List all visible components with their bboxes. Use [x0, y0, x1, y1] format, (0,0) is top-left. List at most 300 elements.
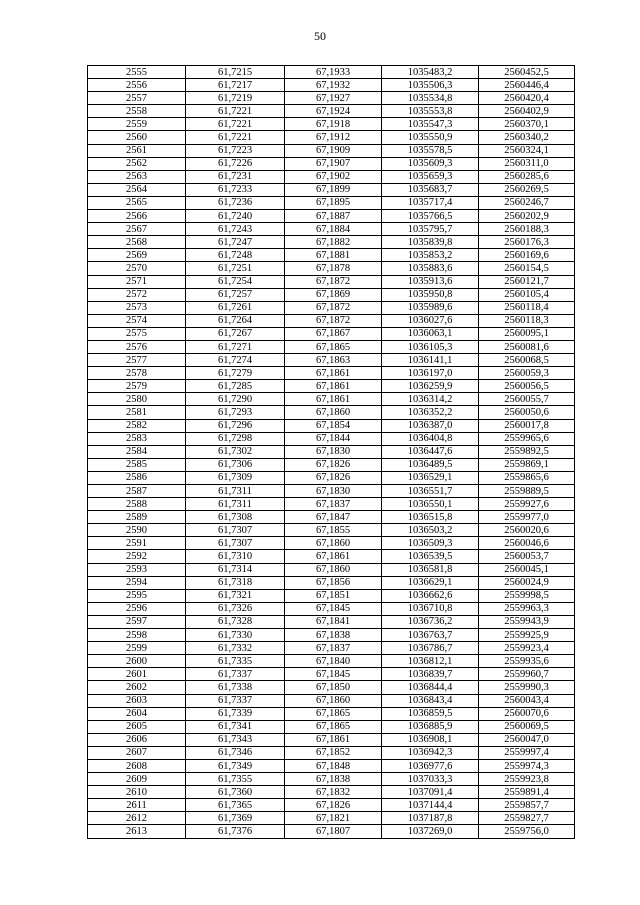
x-coordinate-cell: 1035989,6 [382, 301, 479, 314]
point-number-cell: 2559 [88, 118, 186, 131]
y-coordinate-cell: 2560050,6 [479, 406, 575, 419]
table-row [88, 432, 575, 445]
y-coordinate-cell: 2560311,0 [479, 157, 575, 170]
y-coordinate-cell: 2559997,4 [479, 746, 575, 759]
table-row [88, 537, 575, 550]
table-row [88, 825, 575, 838]
y-coordinate-cell: 2560446,4 [479, 79, 575, 92]
point-number-cell: 2580 [88, 393, 186, 406]
longitude-cell: 67,1851 [285, 589, 382, 602]
y-coordinate-cell: 2560070,6 [479, 707, 575, 720]
table-row [88, 485, 575, 498]
point-number-cell: 2596 [88, 602, 186, 615]
longitude-cell: 67,1861 [285, 550, 382, 563]
y-coordinate-cell: 2560059,3 [479, 367, 575, 380]
longitude-cell: 67,1881 [285, 249, 382, 262]
point-number-cell: 2577 [88, 354, 186, 367]
table-row [88, 249, 575, 262]
x-coordinate-cell: 1036839,7 [382, 668, 479, 681]
x-coordinate-cell: 1035534,8 [382, 92, 479, 105]
latitude-cell: 61,7360 [186, 786, 285, 799]
y-coordinate-cell: 2560202,9 [479, 210, 575, 223]
table-row [88, 759, 575, 772]
longitude-cell: 67,1850 [285, 681, 382, 694]
table-row [88, 576, 575, 589]
point-number-cell: 2568 [88, 236, 186, 249]
x-coordinate-cell: 1037033,3 [382, 773, 479, 786]
latitude-cell: 61,7267 [186, 327, 285, 340]
y-coordinate-cell: 2560340,2 [479, 131, 575, 144]
table-row [88, 105, 575, 118]
x-coordinate-cell: 1035683,7 [382, 183, 479, 196]
table-row [88, 615, 575, 628]
table-row [88, 629, 575, 642]
table-row [88, 812, 575, 825]
point-number-cell: 2606 [88, 733, 186, 746]
table-row [88, 563, 575, 576]
longitude-cell: 67,1932 [285, 79, 382, 92]
point-number-cell: 2584 [88, 445, 186, 458]
latitude-cell: 61,7341 [186, 720, 285, 733]
y-coordinate-cell: 2560105,4 [479, 288, 575, 301]
latitude-cell: 61,7343 [186, 733, 285, 746]
y-coordinate-cell: 2560045,1 [479, 563, 575, 576]
longitude-cell: 67,1855 [285, 524, 382, 537]
point-number-cell: 2561 [88, 144, 186, 157]
x-coordinate-cell: 1036581,8 [382, 563, 479, 576]
x-coordinate-cell: 1036539,5 [382, 550, 479, 563]
longitude-cell: 67,1884 [285, 223, 382, 236]
table-row [88, 301, 575, 314]
x-coordinate-cell: 1036859,5 [382, 707, 479, 720]
longitude-cell: 67,1865 [285, 707, 382, 720]
point-number-cell: 2572 [88, 288, 186, 301]
latitude-cell: 61,7226 [186, 157, 285, 170]
x-coordinate-cell: 1035766,5 [382, 210, 479, 223]
longitude-cell: 67,1838 [285, 629, 382, 642]
y-coordinate-cell: 2560118,3 [479, 314, 575, 327]
table-row [88, 498, 575, 511]
point-number-cell: 2576 [88, 340, 186, 353]
x-coordinate-cell: 1035483,2 [382, 66, 479, 79]
latitude-cell: 61,7338 [186, 681, 285, 694]
x-coordinate-cell: 1035609,3 [382, 157, 479, 170]
y-coordinate-cell: 2559756,0 [479, 825, 575, 838]
latitude-cell: 61,7306 [186, 458, 285, 471]
x-coordinate-cell: 1036908,1 [382, 733, 479, 746]
table-row [88, 733, 575, 746]
table-row [88, 720, 575, 733]
latitude-cell: 61,7355 [186, 773, 285, 786]
table-row [88, 419, 575, 432]
longitude-cell: 67,1861 [285, 367, 382, 380]
longitude-cell: 67,1918 [285, 118, 382, 131]
latitude-cell: 61,7243 [186, 223, 285, 236]
latitude-cell: 61,7369 [186, 812, 285, 825]
x-coordinate-cell: 1037269,0 [382, 825, 479, 838]
y-coordinate-cell: 2559925,9 [479, 629, 575, 642]
point-number-cell: 2557 [88, 92, 186, 105]
point-number-cell: 2581 [88, 406, 186, 419]
x-coordinate-cell: 1036197,0 [382, 367, 479, 380]
y-coordinate-cell: 2560024,9 [479, 576, 575, 589]
point-number-cell: 2571 [88, 275, 186, 288]
longitude-cell: 67,1899 [285, 183, 382, 196]
point-number-cell: 2604 [88, 707, 186, 720]
point-number-cell: 2593 [88, 563, 186, 576]
y-coordinate-cell: 2560069,5 [479, 720, 575, 733]
latitude-cell: 61,7311 [186, 485, 285, 498]
x-coordinate-cell: 1035550,9 [382, 131, 479, 144]
x-coordinate-cell: 1036105,3 [382, 340, 479, 353]
latitude-cell: 61,7219 [186, 92, 285, 105]
table-row [88, 144, 575, 157]
point-number-cell: 2612 [88, 812, 186, 825]
latitude-cell: 61,7328 [186, 615, 285, 628]
longitude-cell: 67,1872 [285, 314, 382, 327]
longitude-cell: 67,1869 [285, 288, 382, 301]
longitude-cell: 67,1845 [285, 668, 382, 681]
x-coordinate-cell: 1036736,2 [382, 615, 479, 628]
x-coordinate-cell: 1035795,7 [382, 223, 479, 236]
table-row [88, 589, 575, 602]
table-row [88, 170, 575, 183]
point-number-cell: 2562 [88, 157, 186, 170]
point-number-cell: 2563 [88, 170, 186, 183]
point-number-cell: 2613 [88, 825, 186, 838]
point-number-cell: 2579 [88, 380, 186, 393]
latitude-cell: 61,7264 [186, 314, 285, 327]
y-coordinate-cell: 2560095,1 [479, 327, 575, 340]
y-coordinate-cell: 2560269,5 [479, 183, 575, 196]
latitude-cell: 61,7217 [186, 79, 285, 92]
x-coordinate-cell: 1036259,9 [382, 380, 479, 393]
latitude-cell: 61,7307 [186, 537, 285, 550]
longitude-cell: 67,1865 [285, 340, 382, 353]
table-row [88, 354, 575, 367]
table-row [88, 799, 575, 812]
table-row [88, 66, 575, 79]
latitude-cell: 61,7240 [186, 210, 285, 223]
y-coordinate-cell: 2560047,0 [479, 733, 575, 746]
table-row [88, 314, 575, 327]
x-coordinate-cell: 1036629,1 [382, 576, 479, 589]
point-number-cell: 2597 [88, 615, 186, 628]
x-coordinate-cell: 1036503,2 [382, 524, 479, 537]
longitude-cell: 67,1924 [285, 105, 382, 118]
x-coordinate-cell: 1037091,4 [382, 786, 479, 799]
table-row [88, 707, 575, 720]
latitude-cell: 61,7318 [186, 576, 285, 589]
x-coordinate-cell: 1036387,0 [382, 419, 479, 432]
table-row [88, 196, 575, 209]
y-coordinate-cell: 2559857,7 [479, 799, 575, 812]
point-number-cell: 2560 [88, 131, 186, 144]
x-coordinate-cell: 1036844,4 [382, 681, 479, 694]
table-row [88, 157, 575, 170]
y-coordinate-cell: 2559827,7 [479, 812, 575, 825]
table-row [88, 262, 575, 275]
table-row [88, 471, 575, 484]
longitude-cell: 67,1860 [285, 406, 382, 419]
y-coordinate-cell: 2560420,4 [479, 92, 575, 105]
point-number-cell: 2556 [88, 79, 186, 92]
point-number-cell: 2591 [88, 537, 186, 550]
latitude-cell: 61,7339 [186, 707, 285, 720]
point-number-cell: 2611 [88, 799, 186, 812]
table-row [88, 327, 575, 340]
point-number-cell: 2589 [88, 511, 186, 524]
point-number-cell: 2598 [88, 629, 186, 642]
table-row [88, 642, 575, 655]
latitude-cell: 61,7261 [186, 301, 285, 314]
x-coordinate-cell: 1035578,5 [382, 144, 479, 157]
latitude-cell: 61,7257 [186, 288, 285, 301]
table-row [88, 655, 575, 668]
y-coordinate-cell: 2559990,3 [479, 681, 575, 694]
table-row [88, 380, 575, 393]
y-coordinate-cell: 2559935,6 [479, 655, 575, 668]
x-coordinate-cell: 1036885,9 [382, 720, 479, 733]
longitude-cell: 67,1860 [285, 537, 382, 550]
y-coordinate-cell: 2559892,5 [479, 445, 575, 458]
longitude-cell: 67,1847 [285, 511, 382, 524]
table-row [88, 367, 575, 380]
longitude-cell: 67,1895 [285, 196, 382, 209]
longitude-cell: 67,1912 [285, 131, 382, 144]
point-number-cell: 2590 [88, 524, 186, 537]
table-row [88, 524, 575, 537]
latitude-cell: 61,7314 [186, 563, 285, 576]
latitude-cell: 61,7337 [186, 668, 285, 681]
latitude-cell: 61,7309 [186, 471, 285, 484]
x-coordinate-cell: 1036529,1 [382, 471, 479, 484]
x-coordinate-cell: 1036352,2 [382, 406, 479, 419]
longitude-cell: 67,1837 [285, 642, 382, 655]
table-row [88, 786, 575, 799]
point-number-cell: 2578 [88, 367, 186, 380]
latitude-cell: 61,7293 [186, 406, 285, 419]
latitude-cell: 61,7330 [186, 629, 285, 642]
longitude-cell: 67,1826 [285, 458, 382, 471]
point-number-cell: 2607 [88, 746, 186, 759]
x-coordinate-cell: 1035883,6 [382, 262, 479, 275]
longitude-cell: 67,1830 [285, 485, 382, 498]
x-coordinate-cell: 1037187,8 [382, 812, 479, 825]
latitude-cell: 61,7307 [186, 524, 285, 537]
longitude-cell: 67,1902 [285, 170, 382, 183]
longitude-cell: 67,1826 [285, 471, 382, 484]
y-coordinate-cell: 2560053,7 [479, 550, 575, 563]
y-coordinate-cell: 2560188,3 [479, 223, 575, 236]
point-number-cell: 2599 [88, 642, 186, 655]
latitude-cell: 61,7236 [186, 196, 285, 209]
longitude-cell: 67,1837 [285, 498, 382, 511]
table-row [88, 406, 575, 419]
latitude-cell: 61,7349 [186, 759, 285, 772]
point-number-cell: 2603 [88, 694, 186, 707]
x-coordinate-cell: 1036509,3 [382, 537, 479, 550]
latitude-cell: 61,7311 [186, 498, 285, 511]
table-row [88, 92, 575, 105]
longitude-cell: 67,1887 [285, 210, 382, 223]
y-coordinate-cell: 2560285,6 [479, 170, 575, 183]
x-coordinate-cell: 1036063,1 [382, 327, 479, 340]
point-number-cell: 2573 [88, 301, 186, 314]
latitude-cell: 61,7223 [186, 144, 285, 157]
latitude-cell: 61,7365 [186, 799, 285, 812]
longitude-cell: 67,1863 [285, 354, 382, 367]
longitude-cell: 67,1841 [285, 615, 382, 628]
point-number-cell: 2594 [88, 576, 186, 589]
point-number-cell: 2575 [88, 327, 186, 340]
x-coordinate-cell: 1035913,6 [382, 275, 479, 288]
table-row [88, 602, 575, 615]
x-coordinate-cell: 1036141,1 [382, 354, 479, 367]
point-number-cell: 2566 [88, 210, 186, 223]
longitude-cell: 67,1872 [285, 301, 382, 314]
y-coordinate-cell: 2559923,4 [479, 642, 575, 655]
x-coordinate-cell: 1036786,7 [382, 642, 479, 655]
latitude-cell: 61,7335 [186, 655, 285, 668]
y-coordinate-cell: 2559998,5 [479, 589, 575, 602]
point-number-cell: 2574 [88, 314, 186, 327]
x-coordinate-cell: 1036763,7 [382, 629, 479, 642]
table-row [88, 131, 575, 144]
latitude-cell: 61,7337 [186, 694, 285, 707]
x-coordinate-cell: 1036515,8 [382, 511, 479, 524]
latitude-cell: 61,7310 [186, 550, 285, 563]
point-number-cell: 2583 [88, 432, 186, 445]
y-coordinate-cell: 2560169,6 [479, 249, 575, 262]
longitude-cell: 67,1860 [285, 694, 382, 707]
y-coordinate-cell: 2560176,3 [479, 236, 575, 249]
y-coordinate-cell: 2559923,8 [479, 773, 575, 786]
point-number-cell: 2610 [88, 786, 186, 799]
x-coordinate-cell: 1035853,2 [382, 249, 479, 262]
latitude-cell: 61,7290 [186, 393, 285, 406]
latitude-cell: 61,7231 [186, 170, 285, 183]
longitude-cell: 67,1872 [285, 275, 382, 288]
y-coordinate-cell: 2560068,5 [479, 354, 575, 367]
y-coordinate-cell: 2560154,5 [479, 262, 575, 275]
point-number-cell: 2564 [88, 183, 186, 196]
x-coordinate-cell: 1035659,3 [382, 170, 479, 183]
x-coordinate-cell: 1036489,5 [382, 458, 479, 471]
y-coordinate-cell: 2559869,1 [479, 458, 575, 471]
longitude-cell: 67,1832 [285, 786, 382, 799]
longitude-cell: 67,1856 [285, 576, 382, 589]
table-row [88, 445, 575, 458]
longitude-cell: 67,1826 [285, 799, 382, 812]
table-row [88, 550, 575, 563]
y-coordinate-cell: 2559977,0 [479, 511, 575, 524]
table-row [88, 223, 575, 236]
y-coordinate-cell: 2559943,9 [479, 615, 575, 628]
latitude-cell: 61,7285 [186, 380, 285, 393]
x-coordinate-cell: 1036812,1 [382, 655, 479, 668]
y-coordinate-cell: 2559965,6 [479, 432, 575, 445]
longitude-cell: 67,1845 [285, 602, 382, 615]
x-coordinate-cell: 1035553,8 [382, 105, 479, 118]
x-coordinate-cell: 1035506,3 [382, 79, 479, 92]
table-row [88, 694, 575, 707]
latitude-cell: 61,7221 [186, 131, 285, 144]
longitude-cell: 67,1865 [285, 720, 382, 733]
x-coordinate-cell: 1035547,3 [382, 118, 479, 131]
longitude-cell: 67,1807 [285, 825, 382, 838]
table-row [88, 458, 575, 471]
coordinates-table [87, 65, 575, 839]
longitude-cell: 67,1844 [285, 432, 382, 445]
table-row [88, 511, 575, 524]
x-coordinate-cell: 1036942,3 [382, 746, 479, 759]
latitude-cell: 61,7376 [186, 825, 285, 838]
y-coordinate-cell: 2560081,6 [479, 340, 575, 353]
latitude-cell: 61,7215 [186, 66, 285, 79]
point-number-cell: 2601 [88, 668, 186, 681]
latitude-cell: 61,7254 [186, 275, 285, 288]
x-coordinate-cell: 1036710,8 [382, 602, 479, 615]
longitude-cell: 67,1840 [285, 655, 382, 668]
longitude-cell: 67,1878 [285, 262, 382, 275]
table-row [88, 236, 575, 249]
table-row [88, 668, 575, 681]
longitude-cell: 67,1882 [285, 236, 382, 249]
latitude-cell: 61,7332 [186, 642, 285, 655]
latitude-cell: 61,7279 [186, 367, 285, 380]
table-row [88, 340, 575, 353]
latitude-cell: 61,7298 [186, 432, 285, 445]
latitude-cell: 61,7221 [186, 105, 285, 118]
x-coordinate-cell: 1036027,6 [382, 314, 479, 327]
y-coordinate-cell: 2559974,3 [479, 759, 575, 772]
y-coordinate-cell: 2560324,1 [479, 144, 575, 157]
point-number-cell: 2567 [88, 223, 186, 236]
latitude-cell: 61,7326 [186, 602, 285, 615]
table-row [88, 183, 575, 196]
point-number-cell: 2602 [88, 681, 186, 694]
point-number-cell: 2605 [88, 720, 186, 733]
y-coordinate-cell: 2560370,1 [479, 118, 575, 131]
y-coordinate-cell: 2560118,4 [479, 301, 575, 314]
x-coordinate-cell: 1036447,6 [382, 445, 479, 458]
table-row [88, 275, 575, 288]
y-coordinate-cell: 2560121,7 [479, 275, 575, 288]
latitude-cell: 61,7271 [186, 340, 285, 353]
table-row [88, 393, 575, 406]
longitude-cell: 67,1852 [285, 746, 382, 759]
point-number-cell: 2570 [88, 262, 186, 275]
point-number-cell: 2595 [88, 589, 186, 602]
point-number-cell: 2555 [88, 66, 186, 79]
y-coordinate-cell: 2560402,9 [479, 105, 575, 118]
y-coordinate-cell: 2559865,6 [479, 471, 575, 484]
longitude-cell: 67,1830 [285, 445, 382, 458]
point-number-cell: 2587 [88, 485, 186, 498]
table-row [88, 773, 575, 786]
point-number-cell: 2592 [88, 550, 186, 563]
y-coordinate-cell: 2559927,6 [479, 498, 575, 511]
longitude-cell: 67,1861 [285, 733, 382, 746]
latitude-cell: 61,7302 [186, 445, 285, 458]
longitude-cell: 67,1821 [285, 812, 382, 825]
table-row [88, 79, 575, 92]
longitude-cell: 67,1854 [285, 419, 382, 432]
point-number-cell: 2586 [88, 471, 186, 484]
longitude-cell: 67,1933 [285, 66, 382, 79]
y-coordinate-cell: 2560017,8 [479, 419, 575, 432]
